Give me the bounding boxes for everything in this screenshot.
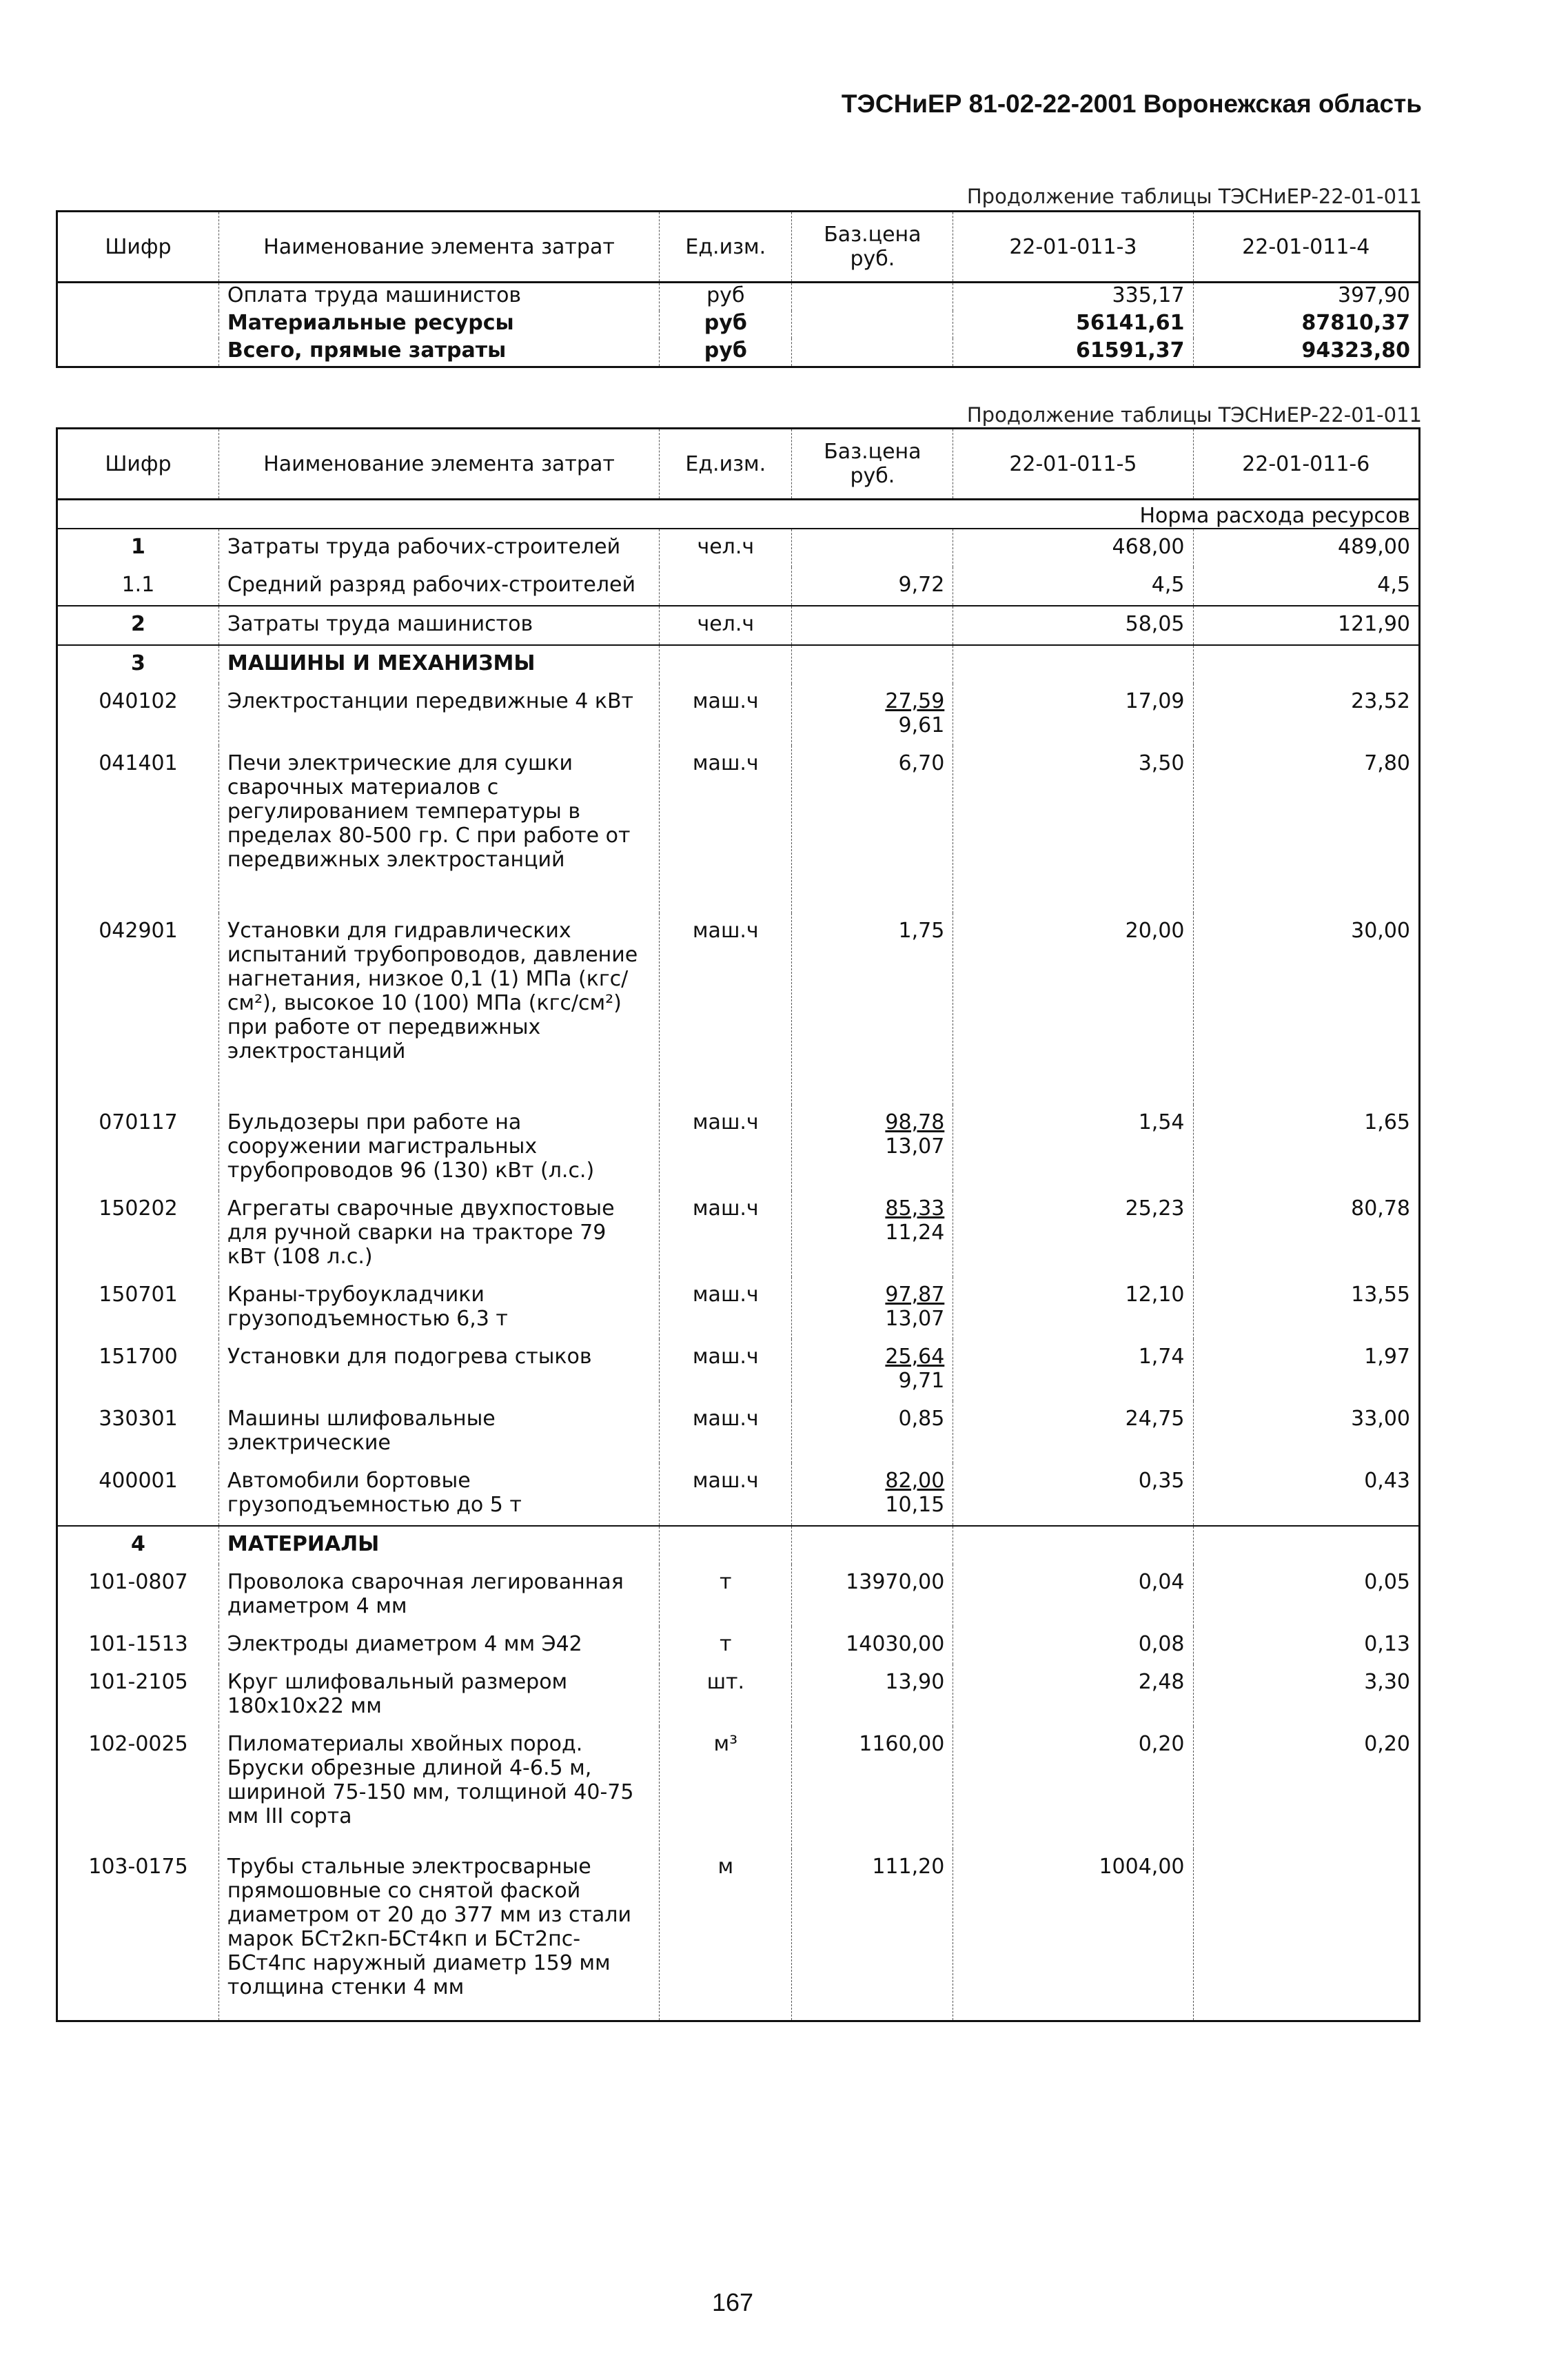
table-row [57,1664,1420,1726]
cell-code: 103-0175 [88,1855,188,1879]
cell-price [792,567,953,606]
col-price-header: Баз.цена руб. [792,429,953,500]
machinist-wage-value: 13,07 [885,1307,945,1331]
table-row [57,1463,1420,1526]
col-v1-header: 22-01-011-3 [953,212,1193,283]
cell-price [792,1564,953,1626]
cell-code: 400001 [99,1469,178,1493]
cell-unit: маш.ч [660,746,792,913]
cell-name: Автомобили бортовые грузоподъемностью до 5 т [218,1463,659,1526]
cell-name: Электроды диаметром 4 мм Э42 [218,1626,659,1664]
cell-v1: 335,17 [953,283,1193,312]
table-row [57,684,1420,746]
table-row [57,1191,1420,1277]
cell-v1 [953,645,1193,684]
cell-price [792,645,953,684]
table-header-row [57,429,1420,500]
table-row [57,1849,1420,2021]
cell-unit [660,567,792,606]
table-row [57,1726,1420,1849]
cell-v2: 33,00 [1193,1401,1420,1463]
cell-price [792,283,953,312]
cell-price [792,1339,953,1401]
cell-v1: 24,75 [953,1401,1193,1463]
page-number: 167 [712,2288,754,2316]
cell-v2: 13,55 [1193,1277,1420,1339]
table-row [57,1277,1420,1339]
cell-v1: 2,48 [953,1664,1193,1726]
cell-code: 101-2105 [88,1670,188,1694]
cell-price [792,746,953,913]
cell-name: Электростанции передвижные 4 кВт [218,684,659,746]
col-unit-header: Ед.изм. [660,212,792,283]
cell-name: Пиломатериалы хвойных пород. Бруски обрезные длиной 4-6.5 м, шириной 75-150 мм, толщиной 40-75 мм III сорта [218,1726,659,1849]
machinist-wage-value: 11,24 [885,1221,945,1245]
cell-code: 101-1513 [88,1632,188,1656]
cell-code: 2 [57,606,219,645]
cell-name: Оплата труда машинистов [218,283,659,312]
price-value: 13,90 [885,1670,945,1694]
cell-price [792,1191,953,1277]
col-code-header: Шифр [57,212,219,283]
cell-unit: м [660,1849,792,2021]
cell-unit: шт. [660,1664,792,1726]
cell-v2: 80,78 [1193,1191,1420,1277]
cell-code: 151700 [99,1345,178,1369]
table-row [57,1526,1420,1564]
cell-unit [660,645,792,684]
cell-price [792,1463,953,1526]
cell-v2: 0,05 [1193,1564,1420,1626]
cell-unit: т [660,1564,792,1626]
cell-code [57,283,219,312]
cell-v1: 20,00 [953,913,1193,1105]
cell-price [792,684,953,746]
cell-v2: 7,80 [1193,746,1420,913]
machinist-wage-value: 10,15 [885,1493,945,1517]
col-name-header: Наименование элемента затрат [218,212,659,283]
cell-code: 1.1 [121,573,155,597]
cell-name: Затраты труда рабочих-строителей [218,529,659,567]
cell-v1: 0,08 [953,1626,1193,1664]
price-value: 97,87 [885,1283,945,1307]
machinist-wage-value: 9,61 [898,713,945,737]
cell-name: Машины шлифовальные электрические [218,1401,659,1463]
table-row [57,311,1420,338]
cell-v2: 30,00 [1193,913,1420,1105]
cell-code: 070117 [99,1110,178,1134]
table-row [57,283,1420,312]
cell-unit: маш.ч [660,684,792,746]
price-value: 27,59 [885,689,945,713]
cell-price [792,1626,953,1664]
table-caption: Продолжение таблицы ТЭСНиЕР-22-01-011 [966,185,1422,208]
cell-v2: 23,52 [1193,684,1420,746]
cell-unit: м³ [660,1726,792,1849]
cell-v1: 25,23 [953,1191,1193,1277]
cell-name: Круг шлифовальный размером 180x10x22 мм [218,1664,659,1726]
cell-v1: 468,00 [953,529,1193,567]
norma-label: Норма расхода ресурсов [57,500,1420,529]
cell-v2 [1193,645,1420,684]
cell-name: МАШИНЫ И МЕХАНИЗМЫ [218,645,659,684]
cell-code: 4 [57,1526,219,1564]
cell-v1: 3,50 [953,746,1193,913]
cell-v1: 17,09 [953,684,1193,746]
col-v2-header: 22-01-011-4 [1193,212,1420,283]
cell-v2: 0,13 [1193,1626,1420,1664]
price-value: 0,85 [898,1407,945,1431]
cell-code [57,311,219,338]
price-value: 98,78 [885,1110,945,1134]
cell-name: Затраты труда машинистов [218,606,659,645]
table-row [57,338,1420,367]
cell-v2: 397,90 [1193,283,1420,312]
table-row [57,746,1420,913]
cell-unit: маш.ч [660,1463,792,1526]
price-value: 111,20 [872,1855,945,1879]
cell-v2: 121,90 [1193,606,1420,645]
page-header: ТЭСНиЕР 81-02-22-2001 Воронежская область [841,90,1422,118]
cell-price [792,606,953,645]
cell-v2: 94323,80 [1193,338,1420,367]
cell-unit: руб [660,338,792,367]
cell-price [792,1664,953,1726]
cell-price [792,338,953,367]
cell-unit: т [660,1626,792,1664]
cell-code: 041401 [99,751,178,775]
price-value: 13970,00 [846,1570,945,1594]
cell-unit: маш.ч [660,1277,792,1339]
cell-price [792,529,953,567]
cell-v2: 0,20 [1193,1726,1420,1849]
cell-name: Трубы стальные электросварные прямошовные со снятой фаской диаметром от 20 до 377 мм из стали марок БСт2кп-БСт4кп и БСт2пс-БСт4пс наружный диаметр 159 мм толщина стенки 4 мм [218,1849,659,2021]
cell-name: Материальные ресурсы [218,311,659,338]
table-row [57,529,1420,567]
cell-v1: 56141,61 [953,311,1193,338]
price-value: 1,75 [898,919,945,943]
table-caption: Продолжение таблицы ТЭСНиЕР-22-01-011 [966,403,1422,427]
cell-name: Установки для гидравлических испытаний трубопроводов, давление нагнетания, низкое 0,1 (1) МПа (кгс/см²), высокое 10 (100) МПа (кгс/см²) при работе от передвижных электростанций [218,913,659,1105]
cell-code: 150202 [99,1196,178,1221]
cell-v1: 1,54 [953,1105,1193,1191]
cell-price [792,1726,953,1849]
cell-name: Проволока сварочная легированная диаметром 4 мм [218,1564,659,1626]
cell-code [57,338,219,367]
col-v2-header: 22-01-011-6 [1193,429,1420,500]
col-unit-header: Ед.изм. [660,429,792,500]
cell-code: 330301 [99,1407,178,1431]
cell-unit [660,1526,792,1564]
cell-v1: 0,20 [953,1726,1193,1849]
machinist-wage-value: 9,71 [898,1369,945,1393]
cell-name: Всего, прямые затраты [218,338,659,367]
table-header-row [57,212,1420,283]
cell-v2: 87810,37 [1193,311,1420,338]
table-row [57,606,1420,645]
cell-code: 042901 [99,919,178,943]
cell-name: Установки для подогрева стыков [218,1339,659,1401]
price-value: 85,33 [885,1196,945,1221]
table-row [57,1401,1420,1463]
table-row [57,1105,1420,1191]
cell-code: 040102 [99,689,178,713]
cell-v1: 12,10 [953,1277,1193,1339]
cell-name: Агрегаты сварочные двухпостовые для ручной сварки на тракторе 79 кВт (108 л.с.) [218,1191,659,1277]
table-row [57,1564,1420,1626]
cell-price [792,1401,953,1463]
cell-v2: 4,5 [1193,567,1420,606]
price-value: 9,72 [898,573,945,597]
resource-norms-table [56,427,1421,2022]
cell-v2: 1,97 [1193,1339,1420,1401]
cell-price [792,1526,953,1564]
cell-unit: чел.ч [660,606,792,645]
price-value: 6,70 [898,751,945,775]
cell-unit: маш.ч [660,913,792,1105]
cell-name: Печи электрические для сушки сварочных материалов с регулированием температуры в пределах 80-500 гр. С при работе от передвижных электростанций [218,746,659,913]
cell-v2 [1193,1849,1420,2021]
cell-price [792,913,953,1105]
col-code-header: Шифр [57,429,219,500]
cell-unit: маш.ч [660,1191,792,1277]
cell-unit: маш.ч [660,1401,792,1463]
cell-price [792,311,953,338]
cell-v1: 4,5 [953,567,1193,606]
col-name-header: Наименование элемента затрат [218,429,659,500]
cell-v1: 0,04 [953,1564,1193,1626]
price-value: 1160,00 [859,1732,945,1756]
cell-v1: 61591,37 [953,338,1193,367]
price-value: 14030,00 [846,1632,945,1656]
table-body [57,500,1420,2021]
table-row [57,1339,1420,1401]
cell-name: Средний разряд рабочих-строителей [218,567,659,606]
cell-unit: маш.ч [660,1105,792,1191]
cell-v1: 1,74 [953,1339,1193,1401]
table-row [57,645,1420,684]
cell-unit: маш.ч [660,1339,792,1401]
machinist-wage-value: 13,07 [885,1134,945,1159]
table-row [57,913,1420,1105]
cell-v1: 1004,00 [953,1849,1193,2021]
cell-v2 [1193,1526,1420,1564]
cell-code: 3 [57,645,219,684]
cell-price [792,1849,953,2021]
cell-unit: чел.ч [660,529,792,567]
col-price-header: Баз.цена руб. [792,212,953,283]
cell-code: 1 [131,535,145,559]
cost-summary-table [56,210,1421,368]
cell-unit: руб [660,283,792,312]
cell-v2: 489,00 [1193,529,1420,567]
col-v1-header: 22-01-011-5 [953,429,1193,500]
cell-name: МАТЕРИАЛЫ [218,1526,659,1564]
cell-v1: 58,05 [953,606,1193,645]
cell-v1: 0,35 [953,1463,1193,1526]
cell-code: 102-0025 [88,1732,188,1756]
cell-name: Бульдозеры при работе на сооружении магистральных трубопроводов 96 (130) кВт (л.с.) [218,1105,659,1191]
cell-v2: 0,43 [1193,1463,1420,1526]
cell-unit: руб [660,311,792,338]
cell-v2: 1,65 [1193,1105,1420,1191]
table-row [57,567,1420,606]
norma-row [57,500,1420,529]
cell-v1 [953,1526,1193,1564]
cell-code: 150701 [99,1283,178,1307]
cell-name: Краны-трубоукладчики грузоподъемностью 6,3 т [218,1277,659,1339]
cell-price [792,1105,953,1191]
price-value: 25,64 [885,1345,945,1369]
cell-code: 101-0807 [88,1570,188,1594]
price-value: 82,00 [885,1469,945,1493]
cell-price [792,1277,953,1339]
table-row [57,1626,1420,1664]
cell-v2: 3,30 [1193,1664,1420,1726]
